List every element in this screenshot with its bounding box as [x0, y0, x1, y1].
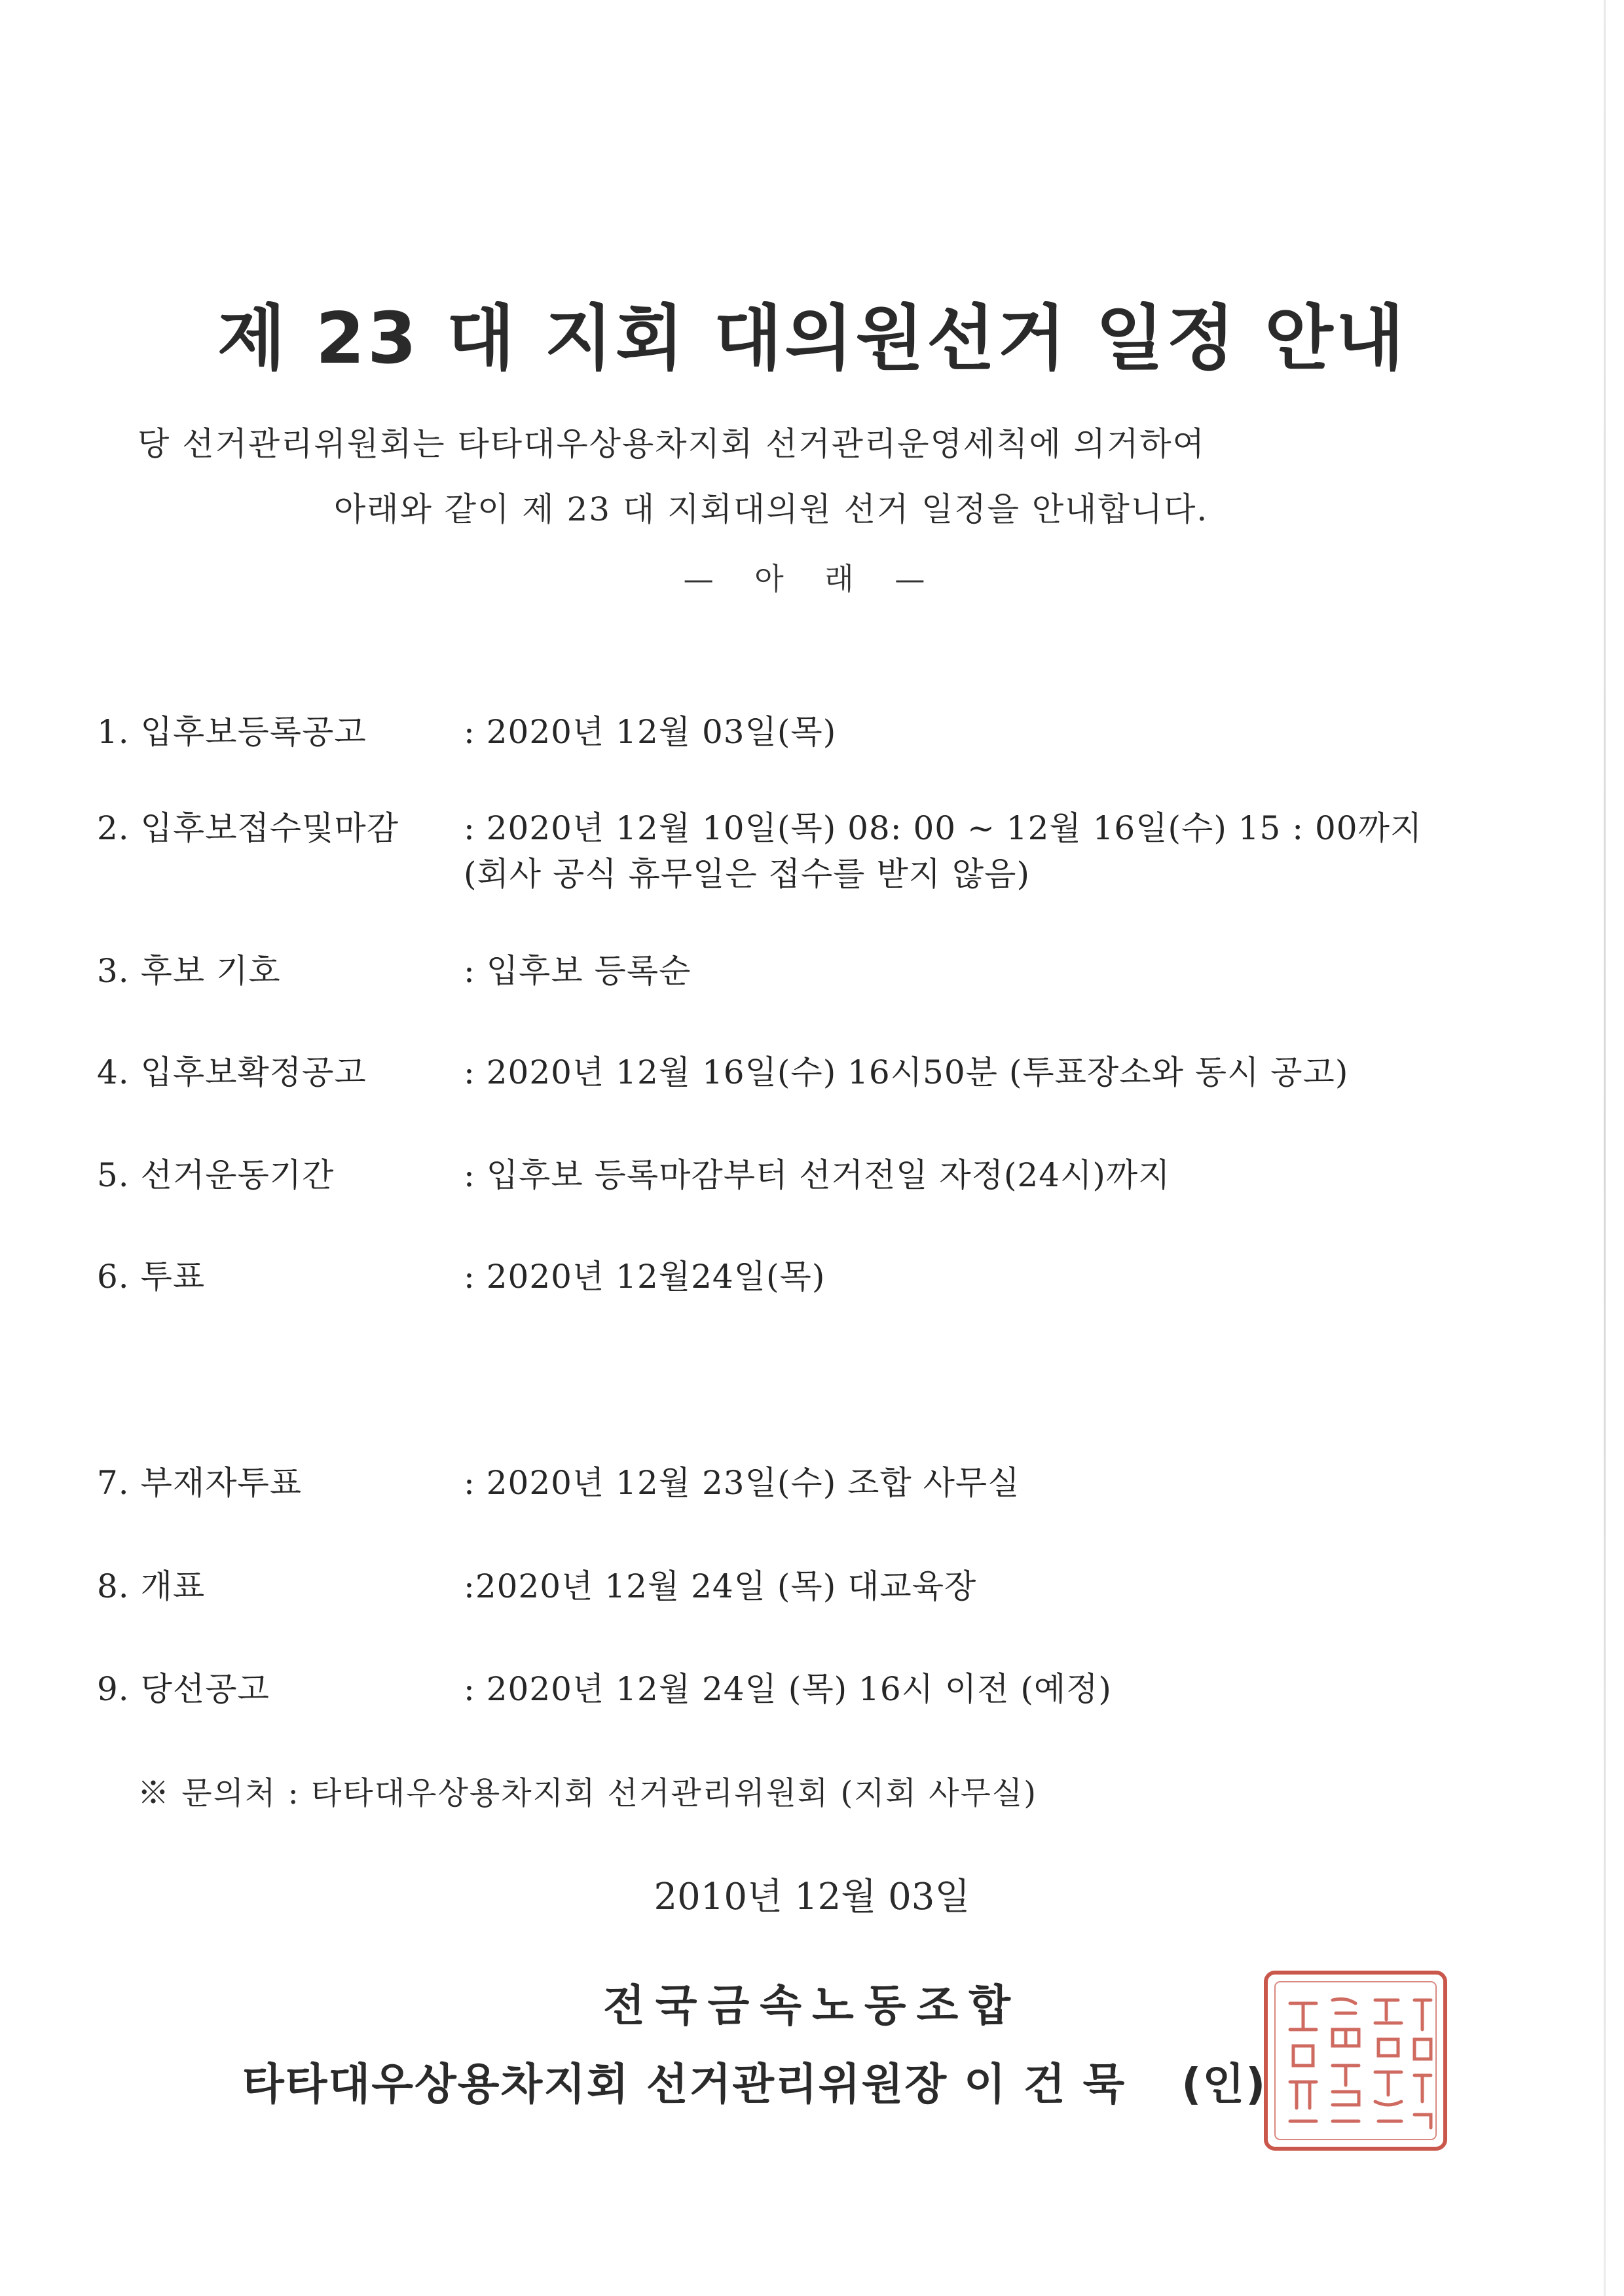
- document-title: 제 23 대 지회 대의원선거 일정 안내: [217, 298, 1407, 380]
- item-label: 2. 입후보접수및마감: [97, 809, 399, 847]
- item-value: : 2020년 12월 16일(수) 16시50분 (투표장소와 동시 공고): [464, 1053, 1349, 1091]
- item-label: 7. 부재자투표: [97, 1464, 303, 1502]
- intro-text: [138, 411, 1208, 542]
- official-seal-stamp: [1261, 1967, 1450, 2154]
- item-value: :2020년 12월 24일 (목) 대교육장: [464, 1567, 977, 1605]
- item-label: 5. 선거운동기간: [97, 1156, 335, 1194]
- item-label: 1. 입후보등록공고: [97, 713, 367, 751]
- signature-line: [242, 2049, 1266, 2111]
- item-label: 4. 입후보확정공고: [97, 1053, 367, 1091]
- intro-line-1: 당 선거관리위원회는 타타대우상용차지회 선거관리운영세칙에 의거하여: [138, 425, 1206, 463]
- intro-line-2: 아래와 같이 제 23 대 지회대의원 선거 일정을 안내합니다.: [334, 490, 1209, 528]
- item-value: : 2020년 12월 24일 (목) 16시 이전 (예정): [464, 1670, 1112, 1708]
- item-label: 6. 투표: [97, 1258, 206, 1296]
- item-value: : 2020년 12월24일(목): [464, 1258, 826, 1296]
- inquiry-note: ※ 문의처 : 타타대우상용차지회 선거관리위원회 (지회 사무실): [138, 1775, 1038, 1812]
- item-label: 3. 후보 기호: [97, 952, 281, 990]
- issue-date: 2010년 12월 03일: [654, 1876, 970, 1918]
- item-note: (회사 공식 휴무일은 접수를 받지 않음): [464, 855, 1030, 893]
- item-label: 8. 개표: [97, 1567, 206, 1605]
- item-value: : 2020년 12월 10일(목) 08: 00 ~ 12월 16일(수) 15 : 00까지: [464, 809, 1423, 847]
- item-value: : 2020년 12월 03일(목): [464, 713, 837, 751]
- seal-mark: (인): [1181, 2059, 1267, 2109]
- item-value: : 입후보 등록마감부터 선거전일 자정(24시)까지: [464, 1156, 1171, 1194]
- signature-text: 타타대우상용차지회 선거관리위원장 이 건 묵: [242, 2059, 1126, 2109]
- section-heading: — 아 래 —: [683, 561, 941, 596]
- item-label: 9. 당선공고: [97, 1670, 270, 1708]
- item-value: : 입후보 등록순: [464, 952, 692, 990]
- organization-name: 전국금속노동조합: [602, 1980, 1022, 2031]
- item-value: : 2020년 12월 23일(수) 조합 사무실: [464, 1464, 1020, 1502]
